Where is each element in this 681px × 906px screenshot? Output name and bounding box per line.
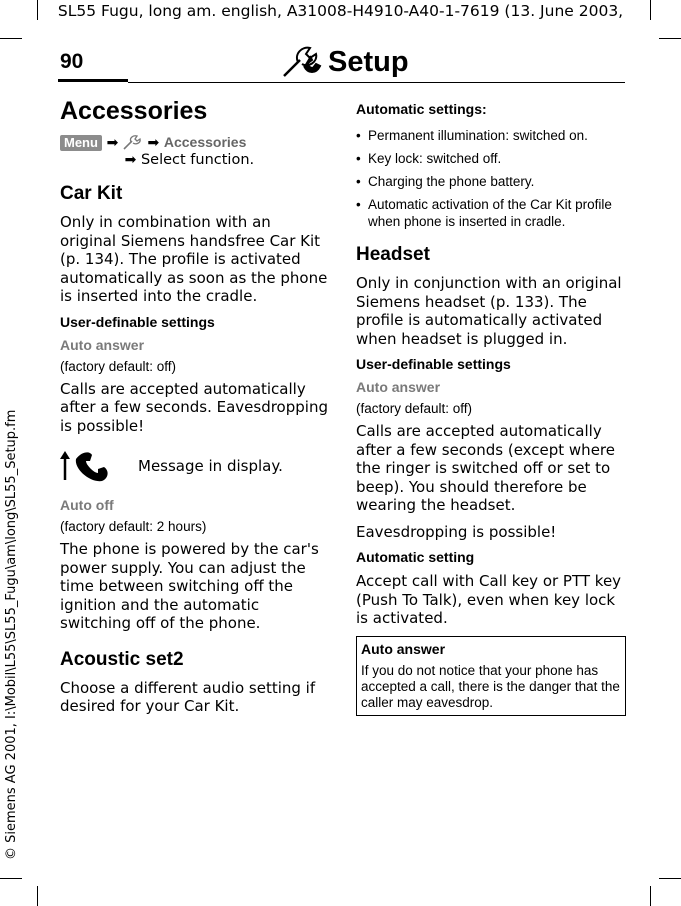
- headset-intro: Only in conjunction with an original Siemens headset (p. 133). The profile is automatically activated when headset is plugged in.: [356, 274, 622, 348]
- warning-box: [356, 636, 626, 716]
- section-heading-acoustic: Acoustic set2: [60, 648, 184, 670]
- crop-mark: [0, 878, 22, 879]
- headset-auto-answer: Auto answer: [356, 379, 441, 395]
- arrow-icon: ➡: [147, 135, 160, 151]
- car-kit-auto-answer: Auto answer: [60, 336, 145, 353]
- crop-mark: [650, 886, 651, 906]
- warning-box-text: If you do not notice that your phone has accepted a call, there is the danger that the caller may eavesdrop.: [361, 662, 620, 710]
- section-heading-headset: Headset: [356, 244, 430, 265]
- header-rule: [128, 82, 625, 83]
- warning-box-title: Auto answer: [361, 640, 446, 657]
- headset-user-settings: User-definable settings: [356, 356, 511, 372]
- car-kit-user-settings: User-definable settings: [60, 313, 215, 330]
- page-title: Accessories: [60, 97, 208, 125]
- setup-wrench-phone-icon: [280, 44, 322, 80]
- section-heading-car-kit: Car Kit: [60, 183, 123, 204]
- automatic-settings-heading: Automatic settings:: [356, 101, 487, 117]
- car-kit-auto-answer-text: Calls are accepted automatically after a few seconds. Eavesdropping is possible!: [60, 379, 328, 435]
- chapter-title: Setup: [328, 45, 409, 78]
- menu-path: [60, 134, 328, 169]
- left-column: [60, 97, 328, 724]
- menu-path-target: Accessories: [163, 134, 247, 150]
- headset-automatic-setting: Automatic setting: [356, 549, 475, 565]
- list-item: • Key lock: switched off.: [356, 150, 624, 167]
- car-kit-auto-off: Auto off: [60, 497, 114, 513]
- list-item: • Charging the phone battery.: [356, 173, 624, 190]
- acoustic-text: Choose a different audio setting if desired for your Car Kit.: [60, 678, 316, 715]
- arrow-icon: ➡: [106, 135, 119, 151]
- chapter-heading: [280, 44, 409, 80]
- up-arrow-icon: [60, 451, 70, 481]
- car-kit-auto-off-default: (factory default: 2 hours): [60, 519, 207, 534]
- setup-icon: [123, 134, 143, 150]
- crop-mark: [0, 38, 22, 39]
- handset-icon: [72, 449, 116, 483]
- page-number: 90: [60, 50, 84, 73]
- page-number-bar: [58, 79, 128, 82]
- list-item: • Automatic activation of the Car Kit profile when phone is inserted in cradle.: [356, 196, 624, 230]
- menu-key: Menu: [60, 135, 102, 151]
- car-kit-auto-off-text: The phone is powered by the car's power supply. You can adjust the time between switching off the ignition and the automatic switching off of the phone.: [60, 540, 319, 632]
- display-note: Message in display.: [138, 456, 283, 475]
- call-icons: [60, 449, 138, 483]
- display-note-row: [60, 449, 328, 483]
- crop-mark: [659, 878, 681, 879]
- car-kit-auto-answer-default: (factory default: off): [60, 358, 177, 374]
- headset-auto-answer-default: (factory default: off): [356, 401, 473, 416]
- arrow-icon: ➡: [124, 152, 137, 168]
- crop-mark: [37, 886, 38, 906]
- side-copyright: © Siemens AG 2001, I:\Mobil\L55\SL55_Fugu\am\long\SL55_Setup.fm: [4, 409, 19, 860]
- list-item: • Permanent illumination: switched on.: [356, 127, 624, 144]
- car-kit-intro: Only in combination with an original Siemens handsfree Car Kit (p. 134). The profile is activated automatically as soon as the phone is inserted into the cradle.: [60, 213, 328, 305]
- automatic-settings-list: [356, 127, 624, 230]
- running-header: SL55 Fugu, long am. english, A31008-H4910-A40-1-7619 (13. June 2003,: [57, 2, 624, 20]
- menu-path-action: Select function.: [140, 152, 255, 168]
- headset-automatic-setting-text: Accept call with Call key or PTT key (Push To Talk), even when key lock is activated.: [356, 572, 622, 627]
- headset-auto-answer-text: Calls are accepted automatically after a few seconds (except where the ringer is switched off or set to beep). You should therefore be wearing the headset.: [356, 422, 615, 514]
- right-column: [356, 101, 624, 716]
- crop-mark: [659, 38, 681, 39]
- headset-eavesdrop: Eavesdropping is possible!: [356, 522, 557, 541]
